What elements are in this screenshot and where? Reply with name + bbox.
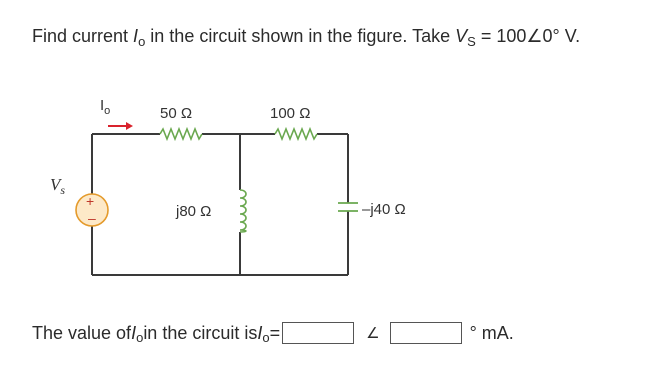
vs-symbol: V [455,26,468,46]
circuit-wires [92,134,348,275]
answer-middle: in the circuit is [143,322,258,343]
io-subscript: o [138,34,146,49]
io-symbol: I [133,26,139,46]
resistor-100-icon [275,129,317,139]
current-arrow-icon [108,122,133,130]
magnitude-input[interactable] [282,322,354,344]
angle-symbol: ∠ [366,325,380,342]
capacitor-label: –j40 Ω [362,201,406,218]
answer-io-subscript: o [136,329,144,345]
angle-input[interactable] [390,322,462,344]
vs-subscript: S [467,34,476,49]
question-suffix: = 100∠0° V. [475,26,581,46]
voltage-source-icon [76,193,108,226]
capacitor-icon [338,203,358,211]
resistor-50-label: 50 Ω [160,105,193,122]
unit-label: ° mA. [469,322,514,343]
answer-io-subscript-2: o [262,329,270,345]
answer-line [32,322,514,344]
answer-equals: = [269,322,281,343]
question-middle: in the circuit shown in the figure. Take [145,26,456,46]
resistor-50-icon [160,129,202,139]
answer-prefix: The value of [32,322,132,343]
current-label: $I_o$ [100,97,111,117]
svg-text:+: + [86,193,95,209]
svg-text:–: – [88,210,96,226]
answer-io-symbol: I [131,322,137,343]
answer-io-symbol-2: I [257,322,263,343]
source-label: $V_s$ [50,175,66,197]
question-prefix: Find current [32,26,134,46]
resistor-100-label: 100 Ω [270,105,311,122]
inductor-icon [240,190,246,232]
inductor-label: j80 Ω [176,203,212,220]
